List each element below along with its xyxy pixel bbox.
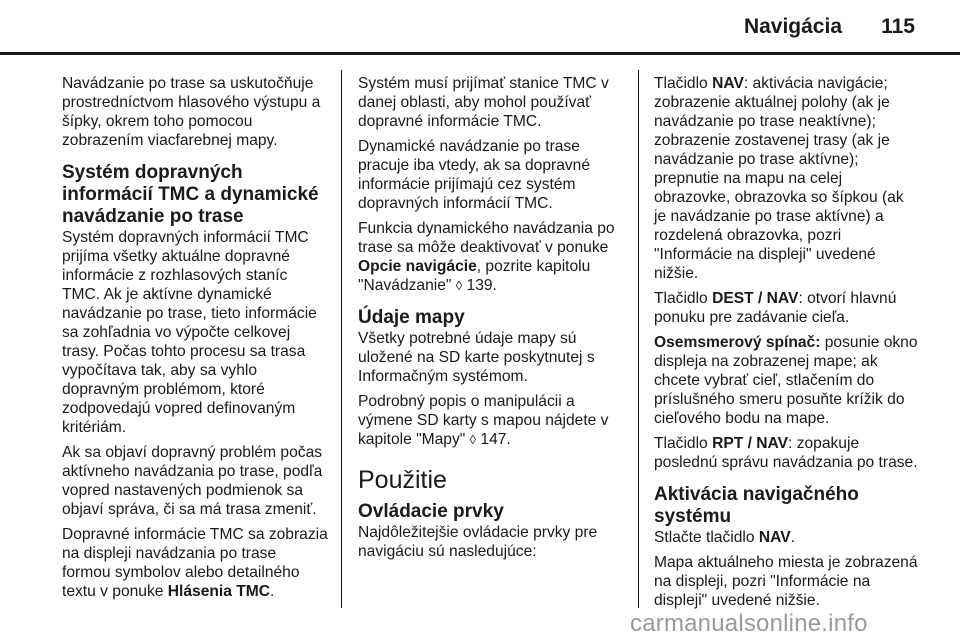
page-ref-link[interactable]: 139. <box>462 277 497 294</box>
tmc-reception-paragraph: Systém musí prijímať stanice TMC v danej oblasti, aby mohol používať dopravné informácie TMC. <box>358 75 609 130</box>
heading-activation: Aktivácia navigačného systému <box>654 484 859 527</box>
tmc-display-paragraph: Dopravné informácie TMC sa zobrazia na displeji navádzania po trase formou symbolov alebo detailného textu v ponuke Hlásenia TMC. <box>62 526 328 600</box>
column-divider-2 <box>638 70 639 608</box>
menu-term-opcie: Opcie navigácie <box>358 258 477 275</box>
dest-button-paragraph: Tlačidlo DEST / NAV: otvorí hlavnú ponuku pre zadávanie cieľa. <box>654 290 897 326</box>
heading-map-data: Údaje mapy <box>358 307 465 328</box>
intro-paragraph: Navádzanie po trase sa uskutočňuje prostredníctvom hlasového výstupu a šípky, okrem toho pomocou zobrazením viacfarebnej mapy. <box>62 75 321 149</box>
column-divider-1 <box>341 70 342 608</box>
nav-button-paragraph: Tlačidlo NAV: aktivácia navigácie; zobrazenie aktuálnej polohy (ak je navádzanie po trase neaktívne); zobrazenie zostavenej trasy (ak je navádzanie po trase aktívne); prepnutie na mapu na celej obrazovke, obrazovka so šípkou (ak je navádzanie po trase aktívne) a rozdelená obrazovka, pozri "Informácie na displeji" uvedené nižšie. <box>654 75 904 282</box>
page-header <box>0 0 960 52</box>
column-left <box>62 74 328 607</box>
heading-controls: Ovládacie prvky <box>358 501 504 522</box>
watermark: carmanualsonline.info <box>630 610 868 637</box>
heading-tmc: Systém dopravných informácií TMC a dynamické navádzanie po trase <box>62 162 319 227</box>
rpt-button-paragraph: Tlačidlo RPT / NAV: zopakuje poslednú správu navádzania po trase. <box>654 435 918 471</box>
menu-term-tmc: Hlásenia TMC <box>167 583 271 600</box>
button-term-rpt: RPT / NAV <box>712 435 789 452</box>
button-term-dest: DEST / NAV <box>712 290 799 307</box>
button-term-nav: NAV <box>712 75 744 92</box>
sd-card-paragraph: Podrobný popis o manipulácii a výmene SD karty s mapou nájdete v kapitole "Mapy" ◊ 147. <box>358 393 609 448</box>
page-ref-icon: ◊ <box>455 278 463 293</box>
page-ref-link[interactable]: 147. <box>476 431 511 448</box>
page-title: Navigácia <box>743 15 842 38</box>
map-display-paragraph: Mapa aktuálneho miesta je zobrazená na displeji, pozri "Informácie na displeji" uvedené nižšie. <box>654 554 918 609</box>
term-eight-way-switch: Osemsmerový spínač: <box>654 334 821 351</box>
controls-paragraph: Najdôležitejšie ovládacie prvky pre navigáciu sú nasledujúce: <box>358 524 598 560</box>
column-middle <box>358 74 624 567</box>
tmc-paragraph: Systém dopravných informácií TMC prijíma všetky aktuálne dopravné informácie z rozhlasových staníc TMC. Ak je aktívne dynamické navádzanie po trase, tieto informácie sa zohľadnia vo výpočte celkovej trasy. Počas tohto procesu sa trasa vypočítava tak, aby sa vyhlo dopravným problémom, ktoré zodpovedajú vopred definovaným kritériám. <box>62 229 317 436</box>
page-number: 115 <box>881 15 915 38</box>
heading-usage: Použitie <box>358 466 447 494</box>
column-right <box>654 74 920 616</box>
header-divider <box>0 52 960 55</box>
dynamic-guidance-paragraph: Dynamické navádzanie po trase pracuje iba vtedy, ak sa dopravné informácie prijímajú cez systém dopravných informácií TMC. <box>358 138 591 212</box>
traffic-problem-paragraph: Ak sa objaví dopravný problém počas aktívneho navádzania po trase, podľa vopred nastavených podmienok sa objaví správa, či sa má trasa zmeniť. <box>62 444 323 518</box>
page-ref-icon: ◊ <box>469 432 477 447</box>
deactivate-paragraph: Funkcia dynamického navádzania po trase sa môže deaktivovať v ponuke Opcie navigácie, pozrite kapitolu "Navádzanie" ◊ 139. <box>358 220 615 294</box>
activation-paragraph: Stlačte tlačidlo NAV. <box>654 529 796 546</box>
map-data-paragraph: Všetky potrebné údaje mapy sú uložené na SD karte poskytnutej s Informačným systémom. <box>358 330 595 385</box>
eight-way-switch-paragraph: Osemsmerový spínač: posunie okno displeja na zobrazenej mape; ak chcete vybrať cieľ, stlačením do príslušného smeru posuňte krížik do cieľového bodu na mape. <box>654 334 918 427</box>
button-term-nav-2: NAV <box>758 529 791 546</box>
